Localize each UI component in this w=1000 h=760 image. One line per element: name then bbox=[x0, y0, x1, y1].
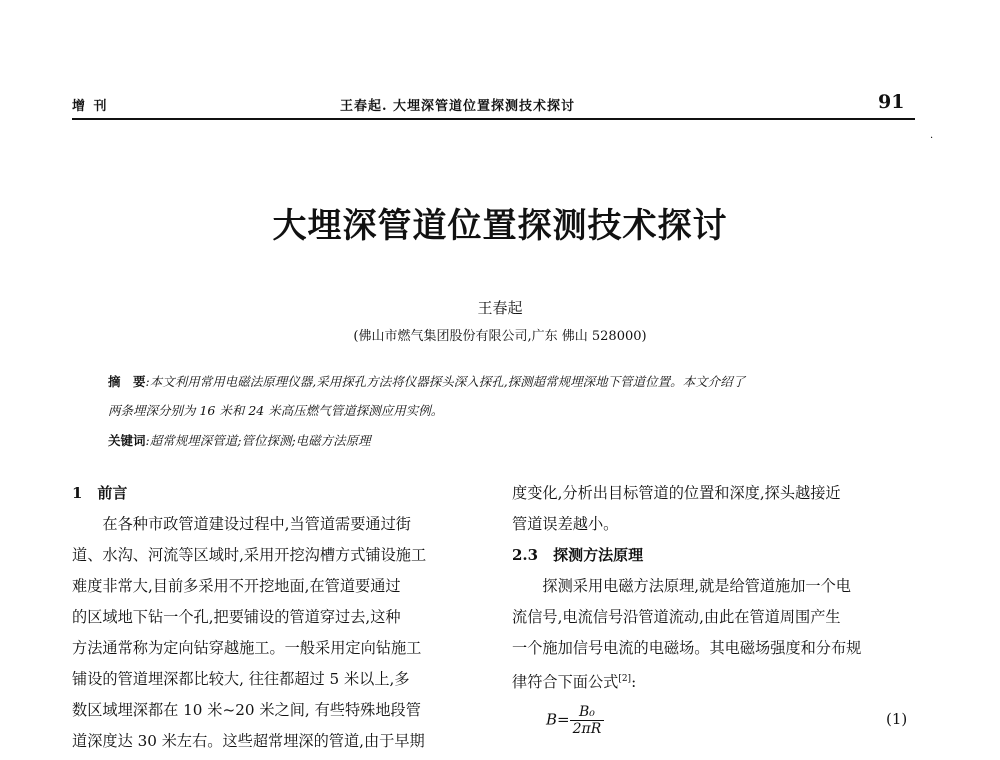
keywords-text: :超常规埋深管道;管位探测;电磁方法原理 bbox=[145, 433, 371, 448]
abstract-text-1: :本文利用常用电磁法原理仪器,采用探孔方法将仪器探头深入探孔,探测超常规埋深地下管道位置。本文介绍了 bbox=[145, 374, 746, 389]
colon: : bbox=[631, 673, 637, 692]
speck: · bbox=[930, 133, 934, 144]
body-line: 流信号,电流信号沿管道流动,由此在管道周围产生 bbox=[512, 608, 841, 626]
equation-numerator: B₀ bbox=[570, 704, 605, 721]
equation-fraction bbox=[570, 704, 605, 737]
right-column bbox=[512, 478, 920, 698]
equation-lhs: B= bbox=[546, 710, 570, 729]
body-line: 一个施加信号电流的电磁场。其电磁场强度和分布规 bbox=[512, 639, 862, 657]
abstract-label: 摘 要 bbox=[108, 374, 146, 389]
body-line: 度变化,分析出目标管道的位置和深度,探头越接近 bbox=[512, 484, 841, 502]
body-line: 难度非常大,目前多采用不开挖地面,在管道要通过 bbox=[72, 577, 401, 595]
citation: [2] bbox=[618, 674, 632, 684]
header-rule bbox=[72, 118, 915, 120]
running-header-title: 王春起. 大埋深管道位置探测技术探讨 bbox=[340, 99, 576, 114]
keywords-label: 关键词 bbox=[108, 433, 146, 448]
body-line: 道深度达 30 米左右。这些超常埋深的管道,由于早期 bbox=[72, 732, 425, 750]
affiliation: (佛山市燃气集团股份有限公司,广东 佛山 528000) bbox=[353, 329, 647, 344]
body-line: 道、水沟、河流等区域时,采用开挖沟槽方式铺设施工 bbox=[72, 546, 427, 564]
equation-denominator: 2πR bbox=[572, 721, 602, 737]
body-line: 在各种市政管道建设过程中,当管道需要通过街 bbox=[102, 515, 411, 533]
body-line: 管道误差越小。 bbox=[512, 515, 619, 533]
author: 王春起 bbox=[477, 299, 523, 317]
body-line: 探测采用电磁方法原理,就是给管道施加一个电 bbox=[542, 577, 851, 595]
body-line: 方法通常称为定向钻穿越施工。一般采用定向钻施工 bbox=[72, 639, 422, 657]
equation-1 bbox=[546, 704, 604, 737]
section-2-3-title: 2.3 探测方法原理 bbox=[512, 546, 644, 564]
article-title: 大埋深管道位置探测技术探讨 bbox=[272, 206, 728, 246]
keywords-line bbox=[108, 431, 371, 449]
body-line-text: 律符合下面公式 bbox=[512, 673, 619, 692]
equation-1-number: (1) bbox=[886, 710, 908, 728]
page-number: 91 bbox=[878, 91, 905, 113]
section-1-title: 1 前言 bbox=[72, 484, 128, 502]
body-line: 铺设的管道埋深都比较大, 往往都超过 5 米以上,多 bbox=[72, 670, 410, 688]
abstract-line-2: 两条埋深分别为 16 米和 24 米高压燃气管道探测应用实例。 bbox=[108, 403, 444, 418]
body-line bbox=[512, 664, 920, 698]
left-column bbox=[72, 478, 478, 757]
body-line: 数区域埋深都在 10 米~20 米之间, 有些特殊地段管 bbox=[72, 701, 421, 719]
running-header-left: 增 刊 bbox=[72, 99, 109, 114]
body-line: 的区域地下钻一个孔,把要铺设的管道穿过去,这种 bbox=[72, 608, 401, 626]
abstract-line-1 bbox=[108, 372, 745, 390]
